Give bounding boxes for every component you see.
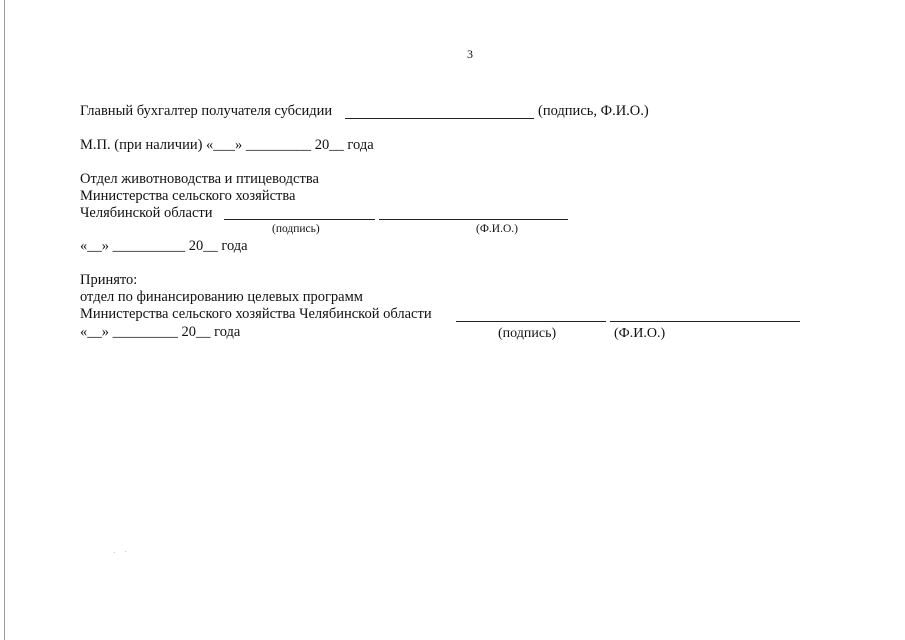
accepted-line-1: отдел по финансированию целевых программ	[80, 289, 363, 305]
department-signature-line	[224, 219, 375, 220]
chief-accountant-caption: (подпись, Ф.И.О.)	[538, 103, 649, 119]
accepted-signature-caption: (подпись)	[498, 326, 557, 341]
department-signature-caption: (подпись)	[272, 223, 320, 235]
department-line-2: Министерства сельского хозяйства	[80, 188, 296, 204]
chief-accountant-signature-line	[345, 118, 534, 119]
accepted-name-line	[610, 321, 800, 322]
accepted-date: «__» _________ 20__ года	[80, 324, 241, 340]
seal-date-line: М.П. (при наличии) «___» _________ 20__ года	[80, 137, 374, 153]
accepted-line-2: Министерства сельского хозяйства Челябинской области	[80, 306, 432, 322]
scan-left-border	[4, 0, 5, 640]
department-name-caption: (Ф.И.О.)	[476, 223, 518, 235]
chief-accountant-label: Главный бухгалтер получателя субсидии	[80, 103, 333, 119]
accepted-heading: Принято:	[80, 272, 138, 288]
scan-specks	[114, 551, 128, 554]
department-line-3: Челябинской области	[80, 205, 213, 221]
department-line-1: Отдел животноводства и птицеводства	[80, 171, 319, 187]
accepted-signature-line	[456, 321, 606, 322]
department-name-line	[379, 219, 568, 220]
page-number: 3	[467, 47, 473, 61]
accepted-name-caption: (Ф.И.О.)	[614, 326, 666, 341]
department-date: «__» __________ 20__ года	[80, 238, 248, 254]
